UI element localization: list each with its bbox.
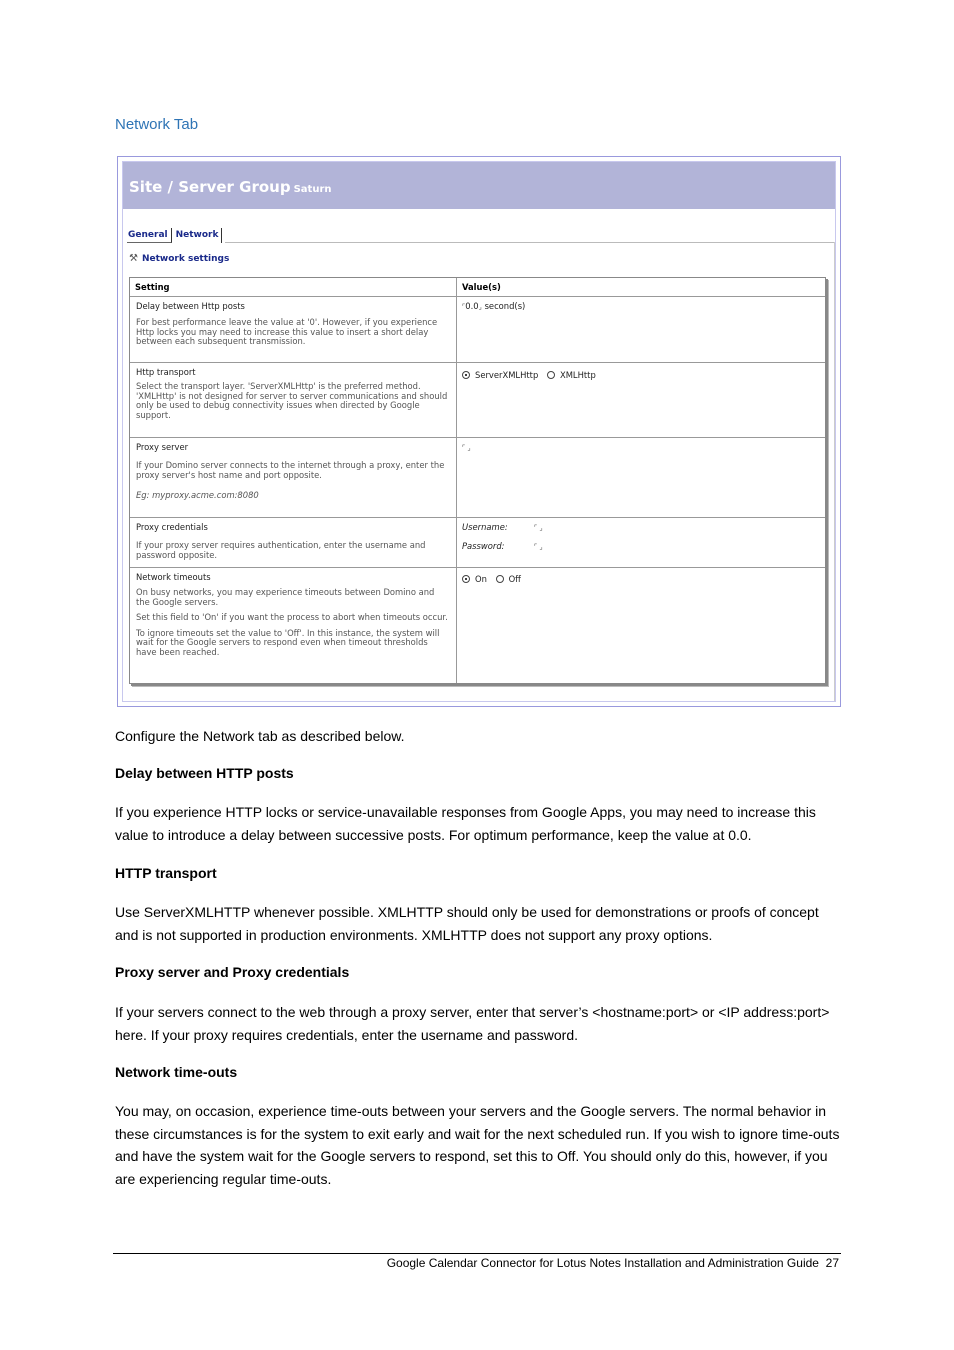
option-label: XMLHttp [559,370,596,380]
tab-general[interactable]: General [127,228,172,243]
heading-delay: Delay between HTTP posts [115,765,294,781]
page-footer [387,1256,839,1270]
section-title: Network Tab [115,116,199,133]
table-row [130,567,825,683]
option-label: On [475,574,487,584]
radio-timeouts-off[interactable] [496,575,504,583]
option-label: ServerXMLHttp [475,370,539,380]
text-timeouts: You may, on occasion, experience time-outs between your servers and the Google servers. The normal behavior in these circumstances is for the system to exit early and wait for the next scheduled run. If you wish to ignore time-outs and have the system wait for the Google servers to respond, set this to Off. You should only do this, however, if you are experiencing regular time-outs. [115,1103,840,1187]
username-input[interactable]: ⌜ ⌟ [534,524,543,532]
setting-desc: On busy networks, you may experience timeouts between Domino and the Google servers. [136,587,435,607]
password-input[interactable]: ⌜ ⌟ [534,543,543,551]
heading-transport: HTTP transport [115,865,217,881]
radio-timeouts-on[interactable] [462,575,470,583]
setting-name: Proxy credentials [136,522,208,532]
setting-desc: If your proxy server requires authentication, enter the username and password opposite. [136,540,426,560]
radio-serverxmlhttp[interactable] [462,371,470,379]
header-values: Value(s) [462,282,501,292]
proxy-server-input[interactable]: ⌜ ⌟ [462,444,471,452]
text-delay: If you experience HTTP locks or service-unavailable responses from Google Apps, you may need to increase this value to introduce a delay between successive posts. For optimum performance, keep the value at 0.0. [115,804,816,843]
header-setting: Setting [130,278,457,296]
text-transport: Use ServerXMLHTTP whenever possible. XMLHTTP should only be used for demonstrations or proofs of concept and is not supported in production environments. XMLHTTP does not support any proxy options. [115,904,819,943]
setting-desc: Set this field to 'On' if you want the process to abort when timeouts occur. [136,612,448,623]
option-label: Off [508,574,521,584]
proxy-example: Eg: myproxy.acme.com:8080 [136,490,259,501]
setting-desc: For best performance leave the value at '0'. However, if you experience Http locks you may need to increase this value to insert a short delay between each subsequent transmission. [136,317,438,347]
network-tab-screenshot [117,156,841,707]
setting-name: Proxy server [136,442,189,452]
setting-desc: If your Domino server connects to the internet through a proxy, enter the proxy server's host name and port opposite. [136,460,445,480]
banner-subtitle: Saturn [293,184,332,195]
footer-rule [113,1253,841,1254]
table-header [130,278,825,296]
table-row: Delay between Http posts For best performance leave the value at '0'. However, if you experience Http locks you may need to increase this value to insert a short delay between each subsequent transmission. ⌜0.0⌟ second(s) [130,296,825,362]
password-label: Password: [462,541,505,551]
table-row [130,437,825,517]
network-settings-label: ⚒ Network settings [129,253,230,264]
delay-input[interactable]: 0.0 [465,301,479,311]
intro-text: Configure the Network tab as described below. [115,728,405,744]
tab-network[interactable]: Network [172,228,223,243]
setting-desc: To ignore timeouts set the value to 'Off'. In this instance, the system will wait for the Google servers to respond even when timeout thresholds have been reached. [136,627,440,657]
tab-bar [127,228,222,243]
tools-icon: ⚒ [129,253,138,264]
setting-desc: Select the transport layer. 'ServerXMLHttp' is the preferred method. 'XMLHttp' is not designed for server to server communications and should only be used to debug connectivity issues when directed by Google support. [136,381,448,420]
text-proxy: If your servers connect to the web through a proxy server, enter that server’s <hostname:port> or <IP address:port> here. If your proxy requires credentials, enter the username and password. [115,1004,830,1043]
table-row [130,517,825,567]
footer-text: Google Calendar Connector for Lotus Notes Installation and Administration Guide [386,1256,819,1270]
setting-name: Http transport [136,367,196,377]
table-row [130,362,825,437]
delay-unit: second(s) [484,301,526,311]
settings-table [129,277,826,684]
heading-proxy: Proxy server and Proxy credentials [115,964,350,980]
banner [123,162,835,209]
heading-timeouts: Network time-outs [115,1064,238,1080]
setting-name: Network timeouts [136,572,211,582]
username-label: Username: [462,522,508,532]
page-number: 27 [825,1256,839,1270]
setting-name: Delay between Http posts [136,301,245,311]
banner-title: Site / Server Group Saturn [129,178,332,196]
radio-xmlhttp[interactable] [547,371,555,379]
